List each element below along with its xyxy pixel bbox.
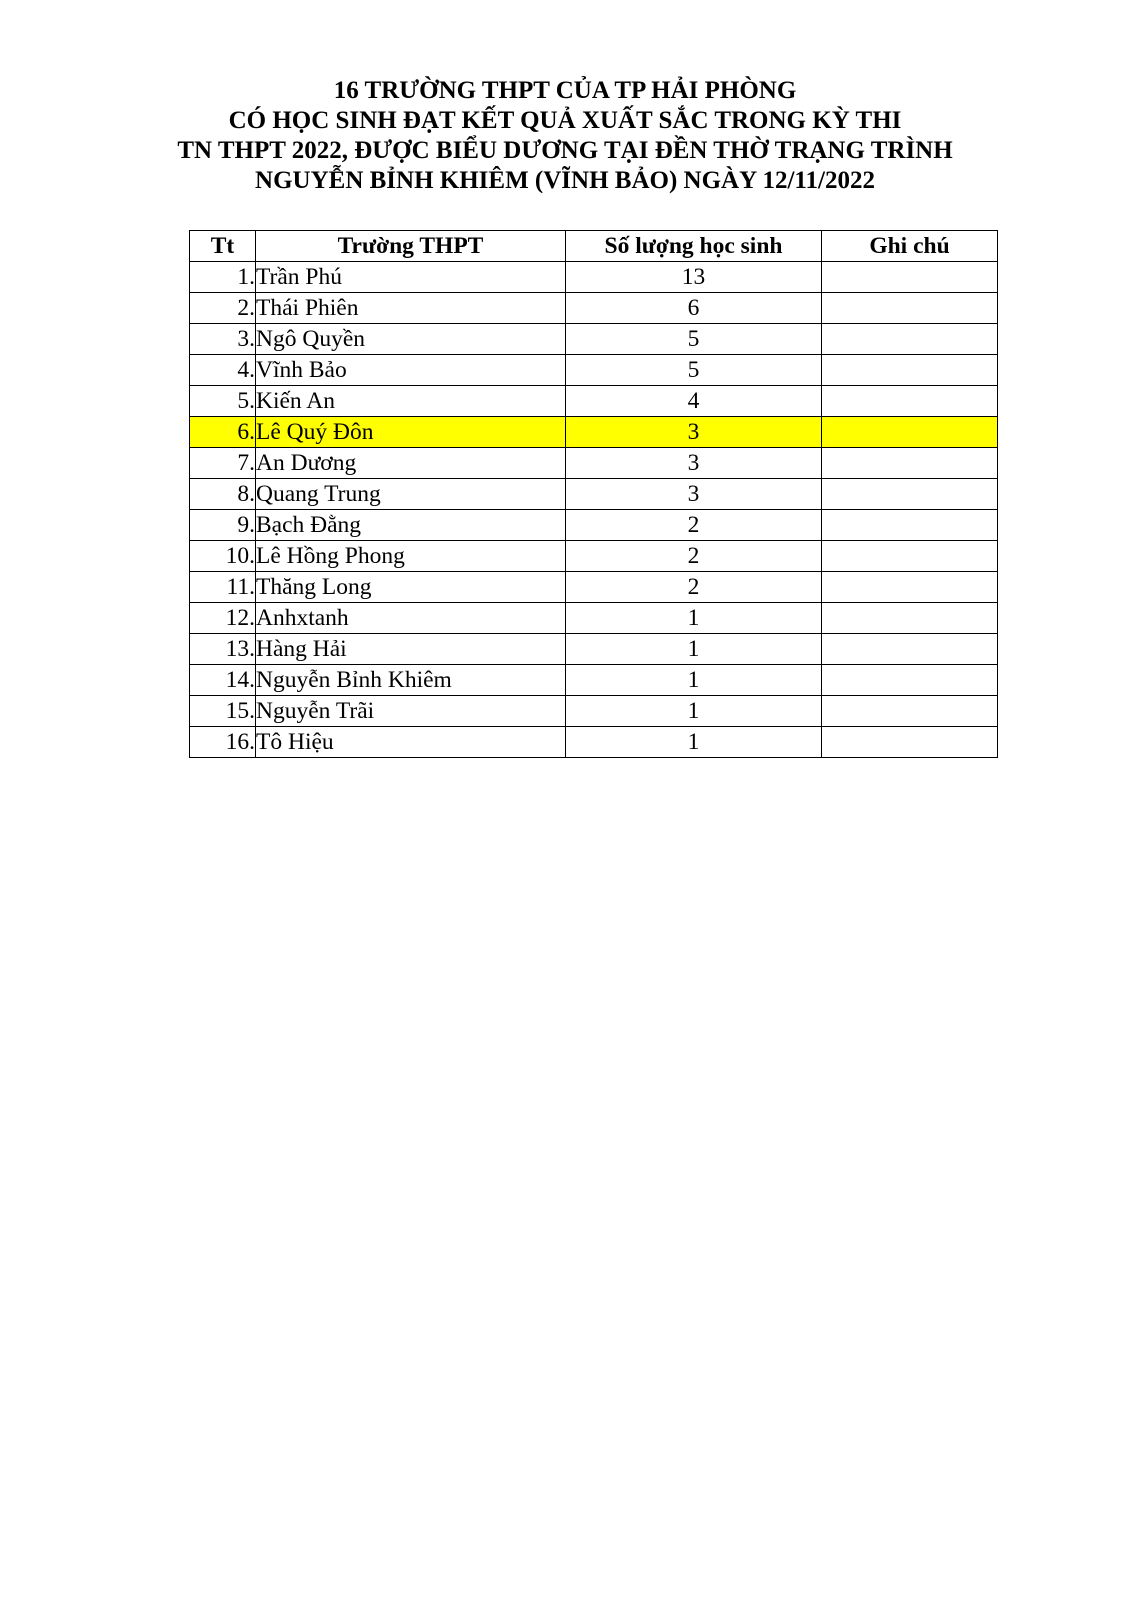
cell-school: Hàng Hải: [256, 634, 566, 665]
table-row: [190, 355, 998, 386]
cell-school: Nguyễn Bỉnh Khiêm: [256, 665, 566, 696]
cell-note: [822, 448, 998, 479]
cell-note: [822, 262, 998, 293]
cell-tt: 6.: [190, 417, 256, 448]
title-line: 16 TRƯỜNG THPT CỦA TP HẢI PHÒNG: [333, 77, 797, 104]
cell-note: [822, 541, 998, 572]
header-school: Trường THPT: [256, 231, 566, 262]
cell-tt: 16.: [190, 727, 256, 758]
cell-tt: 5.: [190, 386, 256, 417]
table-body: [190, 262, 998, 758]
cell-count: 4: [566, 386, 822, 417]
table-row: [190, 324, 998, 355]
cell-tt: 10.: [190, 541, 256, 572]
cell-tt: 4.: [190, 355, 256, 386]
table-row: [190, 386, 998, 417]
cell-note: [822, 603, 998, 634]
table-header-row: [190, 231, 998, 262]
cell-note: [822, 479, 998, 510]
table-row: [190, 541, 998, 572]
table-row: [190, 479, 998, 510]
cell-note: [822, 324, 998, 355]
header-tt: Tt: [190, 231, 256, 262]
cell-note: [822, 386, 998, 417]
results-table: [189, 230, 998, 758]
cell-tt: 1.: [190, 262, 256, 293]
table-row: [190, 572, 998, 603]
cell-school: Lê Hồng Phong: [256, 541, 566, 572]
cell-count: 3: [566, 417, 822, 448]
cell-count: 3: [566, 448, 822, 479]
cell-count: 1: [566, 634, 822, 665]
cell-note: [822, 355, 998, 386]
cell-note: [822, 510, 998, 541]
cell-school: Quang Trung: [256, 479, 566, 510]
document-title: [0, 76, 1130, 196]
table-row: [190, 293, 998, 324]
table-row: [190, 634, 998, 665]
cell-count: 1: [566, 727, 822, 758]
cell-school: Bạch Đằng: [256, 510, 566, 541]
table-row: [190, 727, 998, 758]
cell-count: 6: [566, 293, 822, 324]
cell-note: [822, 417, 998, 448]
cell-count: 2: [566, 572, 822, 603]
cell-tt: 8.: [190, 479, 256, 510]
cell-note: [822, 696, 998, 727]
cell-count: 5: [566, 324, 822, 355]
cell-note: [822, 634, 998, 665]
cell-school: Thái Phiên: [256, 293, 566, 324]
cell-tt: 14.: [190, 665, 256, 696]
table-row: [190, 696, 998, 727]
cell-school: Ngô Quyền: [256, 324, 566, 355]
title-line: TN THPT 2022, ĐƯỢC BIỂU DƯƠNG TẠI ĐỀN THỜ TRẠNG TRÌNH: [177, 137, 953, 164]
cell-count: 13: [566, 262, 822, 293]
table-row: [190, 603, 998, 634]
cell-school: Thăng Long: [256, 572, 566, 603]
cell-count: 3: [566, 479, 822, 510]
table-row: [190, 417, 998, 448]
cell-school: Kiến An: [256, 386, 566, 417]
header-note: Ghi chú: [822, 231, 998, 262]
cell-note: [822, 727, 998, 758]
title-line: NGUYỄN BỈNH KHIÊM (VĨNH BẢO) NGÀY 12/11/2022: [255, 167, 875, 194]
table-row: [190, 510, 998, 541]
table-row: [190, 262, 998, 293]
cell-school: Lê Quý Đôn: [256, 417, 566, 448]
cell-count: 1: [566, 696, 822, 727]
table-row: [190, 448, 998, 479]
cell-school: Trần Phú: [256, 262, 566, 293]
cell-school: Anhxtanh: [256, 603, 566, 634]
cell-school: Tô Hiệu: [256, 727, 566, 758]
cell-school: Vĩnh Bảo: [256, 355, 566, 386]
table-row: [190, 665, 998, 696]
title-line: CÓ HỌC SINH ĐẠT KẾT QUẢ XUẤT SẮC TRONG KỲ THI: [228, 107, 902, 134]
cell-tt: 3.: [190, 324, 256, 355]
cell-tt: 12.: [190, 603, 256, 634]
cell-school: Nguyễn Trãi: [256, 696, 566, 727]
cell-tt: 9.: [190, 510, 256, 541]
cell-tt: 2.: [190, 293, 256, 324]
cell-count: 5: [566, 355, 822, 386]
cell-count: 2: [566, 510, 822, 541]
cell-school: An Dương: [256, 448, 566, 479]
cell-count: 1: [566, 603, 822, 634]
cell-tt: 13.: [190, 634, 256, 665]
cell-count: 2: [566, 541, 822, 572]
cell-tt: 7.: [190, 448, 256, 479]
cell-tt: 15.: [190, 696, 256, 727]
cell-count: 1: [566, 665, 822, 696]
cell-note: [822, 293, 998, 324]
header-count: Số lượng học sinh: [566, 231, 822, 262]
cell-tt: 11.: [190, 572, 256, 603]
cell-note: [822, 665, 998, 696]
cell-note: [822, 572, 998, 603]
